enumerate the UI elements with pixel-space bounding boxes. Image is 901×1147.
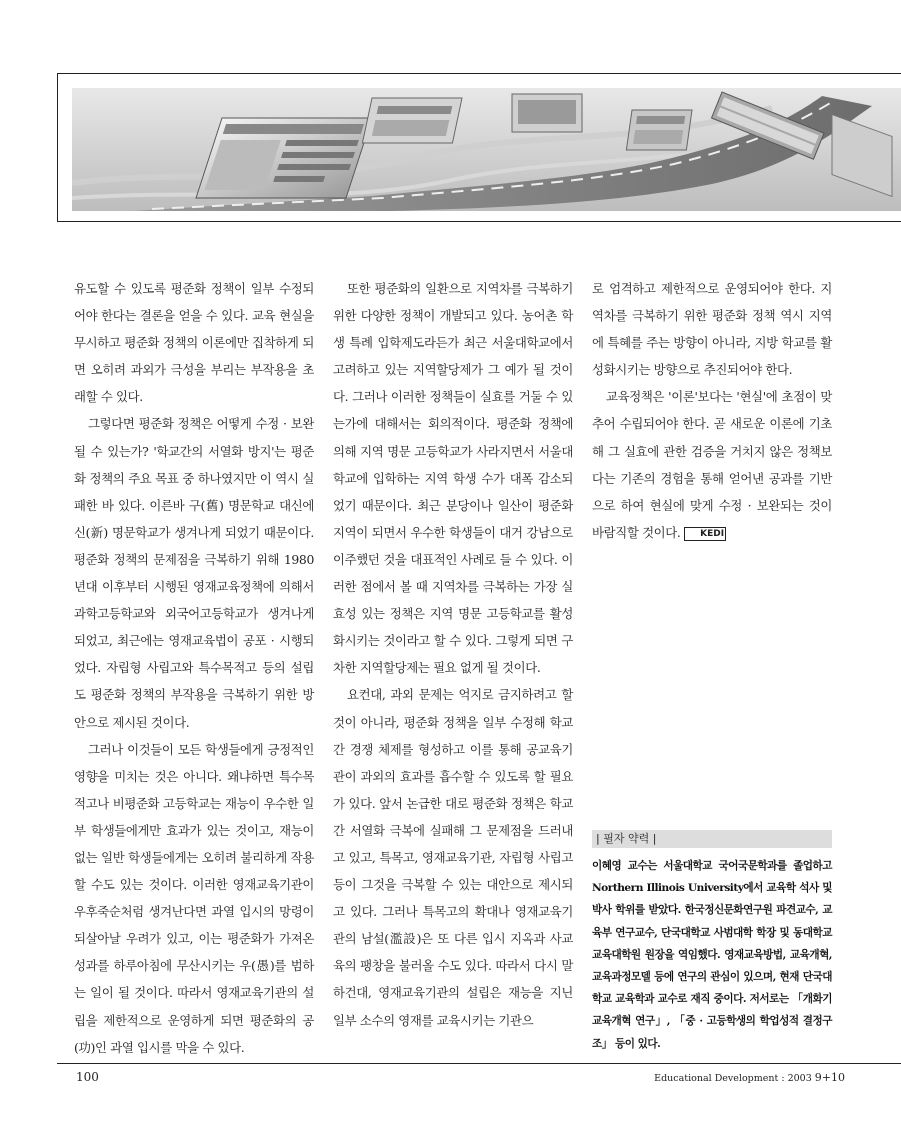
paragraph: 요컨대, 과외 문제는 억지로 금지하려고 할 것이 아니라, 평준화 정책을 일부 수정해 학교간 경쟁 체제를 형성하고 이를 통해 공교육기관이 과외의 효과를 흡수할 수 있도록 할 필요가 있다. 앞서 논급한 대로 평준화 정책은 학교간 서열화 극복에 실패해 그 문제점을 드러내고 있고, 특목고, 영재교육기관, 자립형 사립고 등이 그것을 극복할 수 있는 대안으로 제시되고 있다. 그러나 특목고의 확대나 영재교육기관의 남설(濫設)은 또 다른 입시 지옥과 사교육의 팽창을 불러올 수도 있다. 따라서 다시 말하건대, 영재교육기관의 설립은 재능을 지닌 일부 소수의 영재를 교육시키는 기관으 — [333, 687, 573, 1028]
author-bio-text: 이혜영 교수는 서울대학교 국어국문학과를 졸업하고 Northern Illinois University에서 교육학 석사 및 박사 학위를 받았다. 한국정신문화연구원 파견교수, 교육부 연구교수, 단국대학교 사범대학 학장 및 동대학교 교육대학원 원장을 역임했다. 영재교육방법, 교육개혁, 교육과정모델 등에 연구의 관심이 있으며, 현재 단국대학교 교육학과 교수로 재직 중이다. 저서로는 「개화기 교육개혁 연구」, 「중 · 고등학생의 학업성적 결정구조」 등이 있다. — [592, 860, 832, 1050]
text-column-1 — [74, 275, 314, 1061]
paragraph: 또한 평준화의 일환으로 지역차를 극복하기 위한 다양한 정책이 개발되고 있다. 농어촌 학생 특례 입학제도라든가 최근 서울대학교에서 고려하고 있는 지역할당제가 그 예가 될 것이다. 그러나 이러한 정책들이 실효를 거둘 수 있는가에 대해서는 회의적이다. 평준화 정책에 의해 지역 명문 고등학교가 사라지면서 서울대학교에 입학하는 지역 학생 수가 대폭 감소되었기 때문이다. 최근 분당이나 일산이 평준화 지역이 되면서 우수한 학생들이 대거 강남으로 이주했던 것을 대표적인 사례로 들 수 있다. 이러한 점에서 볼 때 지역차를 극복하는 가장 실효성 있는 정책은 지역 명문 고등학교를 활성화시키는 것이라고 할 수 있다. 그렇게 되면 구차한 지역할당제는 필요 없게 될 것이다. — [333, 281, 573, 676]
paragraph: 로 엄격하고 제한적으로 운영되어야 한다. 지역차를 극복하기 위한 평준화 정책 역시 지역에 특혜를 주는 방향이 아니라, 지방 학교를 활성화시키는 방향으로 추진되어야 한다. — [592, 281, 832, 378]
page-number: 100 — [76, 1070, 99, 1084]
end-mark-kedi-logo: KEDI — [684, 527, 726, 541]
paragraph-text: 교육정책은 '이론'보다는 '현실'에 초점이 맞추어 수립되어야 한다. 곧 새로운 이론에 기초해 그 실효에 관한 검증을 거치지 않은 정책보다는 기존의 경험을 통해 얻어낸 공과를 기반으로 하여 현실에 맞게 수정 · 보완되는 것이 바람직할 것이다. — [592, 389, 832, 540]
running-footer — [654, 1071, 845, 1084]
footer-rule — [57, 1063, 901, 1064]
text-column-3 — [592, 275, 832, 546]
top-rule — [57, 73, 901, 74]
issue-number: 9+10 — [814, 1071, 845, 1084]
author-bio-title — [592, 830, 832, 848]
header-banner-image — [72, 88, 901, 211]
paragraph: 그러나 이것들이 모든 학생들에게 긍정적인 영향을 미치는 것은 아니다. 왜냐하면 특수목적고나 비평준화 고등학교는 재능이 우수한 일부 학생들에게만 효과가 있는 것이고, 재능이 없는 일반 학생들에게는 오히려 불리하게 작용할 수도 있는 것이다. 이러한 영재교육기관이 우후죽순처럼 생겨난다면 과열 입시의 망령이 되살아날 우려가 있고, 이는 평준화가 가져온 성과를 하루아침에 무산시키는 우(愚)를 범하는 일이 될 것이다. 따라서 영재교육기관의 설립을 제한적으로 운영하게 되면 평준화의 공(功)인 과열 입시를 막을 수 있다. — [74, 741, 314, 1055]
paragraph: 그렇다면 평준화 정책은 어떻게 수정 · 보완될 수 있는가? '학교간의 서열화 방지'는 평준화 정책의 주요 목표 중 하나였지만 이 역시 실패한 바 있다. 이른바 구(舊) 명문학교 대신에 신(新) 명문학교가 생겨나게 되었기 때문이다. 평준화 정책의 문제점을 극복하기 위해 1980년대 이후부터 시행된 영재교육정책에 의해서 과학고등학교와 외국어고등학교가 생겨나게 되었고, 최근에는 영재교육법이 공포 · 시행되었다. 자립형 사립고와 특수목적고 등의 설립도 평준화 정책의 부작용을 극복하기 위한 방안으로 제시된 것이다. — [74, 416, 314, 730]
paragraph — [592, 383, 832, 546]
left-rule — [57, 73, 58, 222]
banner-bottom-rule — [57, 221, 901, 222]
author-bio-title-text: | 필자 약력 | — [596, 832, 657, 845]
journal-name: Educational Development : 2003 — [654, 1073, 812, 1084]
paragraph: 유도할 수 있도록 평준화 정책이 일부 수정되어야 한다는 결론을 얻을 수 있다. 교육 현실을 무시하고 평준화 정책의 이론에만 집착하게 되면 오히려 과외가 극성을 부리는 부작용을 초래할 수 있다. — [74, 281, 314, 405]
text-column-2 — [333, 275, 573, 1034]
